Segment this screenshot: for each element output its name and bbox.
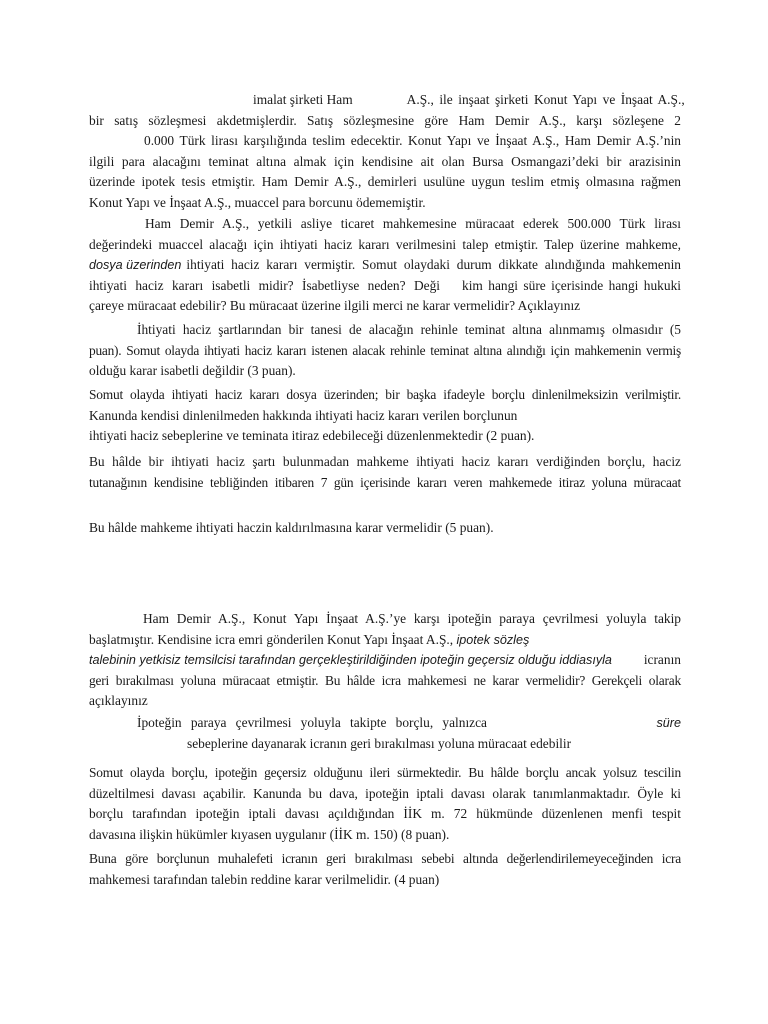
q1-text-line: bir satış sözleşmesi akdetmişlerdir. Satış sözleşmesine göre Ham Demir A.Ş., karşı sözleşene 2 [89,112,681,128]
q1-answer-line: İhtiyati haciz şartlarından bir tanesi de alacağın rehinle teminat altına alınmamış olmasıdır (5 [137,322,681,337]
q1-text-line: A.Ş., ile inşaat şirketi Konut Yapı ve İnşaat A.Ş., [406,92,685,107]
q2-answer-paragraph-2 [89,763,681,845]
q1-answer-line: olduğu karar isabetli değildir (3 puan). [89,363,296,378]
q2-answer-line: borçlu tarafından ipoteğin iptali davası açıldığından İİK m. 72 hükmünde düzenlenen menfi tespit [89,806,681,821]
q1-answer-line: ihtiyati haciz sebeplerine ve teminata itiraz edebileceği düzenlenmektedir (2 puan). [89,428,535,443]
q1-answer-line: puan). Somut olayda ihtiyati haciz kararı istenen alacak rehinle teminat altına alındığı için mahkemenin vermiş [89,342,681,358]
q1-answer-paragraph-4 [89,518,681,539]
q1-question-paragraph [89,214,681,317]
q2-answer-line: İpoteğin paraya çevrilmesi yoluyla takipte borçlu, yalnızca [137,715,487,730]
q1-text-line: imalat şirketi Ham [253,92,353,107]
q2-question-line: Ham Demir A.Ş., Konut Yapı İnşaat A.Ş.’ye karşı ipoteğin paraya çevrilmesi yoluyla takip [143,611,681,626]
q1-question-line: ihtiyati haciz kararı isabetli midir? İsabetliyse neden? Deği [89,277,440,293]
q1-question-line: Ham Demir A.Ş., yetkili asliye ticaret mahkemesine müracaat ederek 500.000 Türk lirası [145,216,681,231]
q2-answer-line: düzeltilmesi davası açabilir. Kanunda bu dava, ipoteğin iptali davası olarak tanımlanmaktadır. Öyle ki [89,785,681,801]
q1-scenario-paragraph [89,90,685,213]
q2-question-line: geri bırakılması yoluna müracaat etmiştir. Bu hâlde icra mahkemesi ne karar vermelidir? Gerekçeli olarak [89,672,681,688]
q1-answer-line: Kanunda kendisi dinlenilmeden hakkında ihtiyati haciz kararı verilen borçlunun [89,407,518,423]
q1-text-line: ilgili para alacağını teminat altına almak için kendisine ait olan Bursa Osmangazi’deki bir arazisinin [89,153,681,169]
q2-answer-italic: süre [656,716,681,730]
q2-answer-paragraph-1 [89,713,681,754]
q2-answer-line: Somut olayda borçlu, ipoteğin geçersiz olduğunu ileri sürmektedir. Bu hâlde borçlu ancak yolsuz tescilin [89,765,681,780]
q2-answer-line: davasına ilişkin hükümler kıyasen uygulanır (İİK m. 150) (8 puan). [89,826,450,842]
q2-question-line: icranın [643,652,681,667]
q1-answer-line: Bu hâlde mahkeme ihtiyati haczin kaldırılmasına karar vermelidir (5 puan). [89,520,494,535]
q1-answer-line: tutanağının kendisine tebliğinden itibaren 7 gün içerisinde kararı veren mahkemede itiraz yoluna müracaat [89,474,681,490]
q2-question-italic: ipotek sözleş [456,632,530,647]
q2-question-line: başlatmıştır. Kendisine icra emri gönderilen Konut Yapı İnşaat A.Ş., [89,631,454,647]
q2-answer-line: Buna göre borçlunun muhalefeti icranın geri bırakılması sebebi altında değerlendirilemeyeceğinden icra [89,851,681,866]
q2-question-line: açıklayınız [89,693,148,708]
q1-answer-line: Somut olayda ihtiyati haciz kararı dosya üzerinden; bir başka ifadeyle borçlu dinlenilmeksizin verilmiştir. [89,387,681,402]
q1-answer-paragraph-2 [89,385,681,447]
q1-text-line: üzerinde ipotek tesis etmiştir. Ham Demir A.Ş., demirleri usulüne uygun teslim etmiş olmasına rağmen [89,174,681,189]
q1-answer-paragraph-1 [89,320,681,382]
q1-question-line: kim hangi süre içerisinde hangi hukuki [462,277,681,293]
q1-question-italic: dosya üzerinden [89,258,182,272]
q2-answer-paragraph-3 [89,849,681,890]
q1-text-line: Konut Yapı ve İnşaat A.Ş., muaccel para borcunu ödememiştir. [89,194,426,210]
q2-question-italic: talebinin yetkisiz temsilcisi tarafından gerçekleştirildiğinden ipoteğin geçersiz olduğu iddiasıyla [89,653,612,667]
q2-answer-line: mahkemesi tarafından talebin reddine karar verilmelidir. (4 puan) [89,871,440,887]
q2-answer-line: sebeplerine dayanarak icranın geri bırakılması yoluna müracaat edebilir [187,735,572,751]
q1-answer-line: Bu hâlde bir ihtiyati haciz şartı bulunmadan mahkeme ihtiyati haciz kararı verdiğinden borçlu, haciz [89,454,681,469]
q1-question-line: değerindeki muaccel alacağı için ihtiyati haciz kararı verilmesini talep etmiştir. Talep üzerine mahkeme, [89,236,681,252]
q1-text-line: 0.000 Türk lirası karşılığında teslim edecektir. Konut Yapı ve İnşaat A.Ş., Ham Demir A.Ş.’nin [144,133,681,148]
q1-question-line: ihtiyati haciz kararı vermiştir. Somut olaydaki durum dikkate alındığında mahkemenin [186,257,681,272]
q1-question-line: çareye müracaat edebilir? Bu müracaat üzerine ilgili merci ne karar vermelidir? Açıklayınız [89,298,581,313]
q1-answer-paragraph-3 [89,452,681,493]
q2-question-paragraph [89,609,681,712]
